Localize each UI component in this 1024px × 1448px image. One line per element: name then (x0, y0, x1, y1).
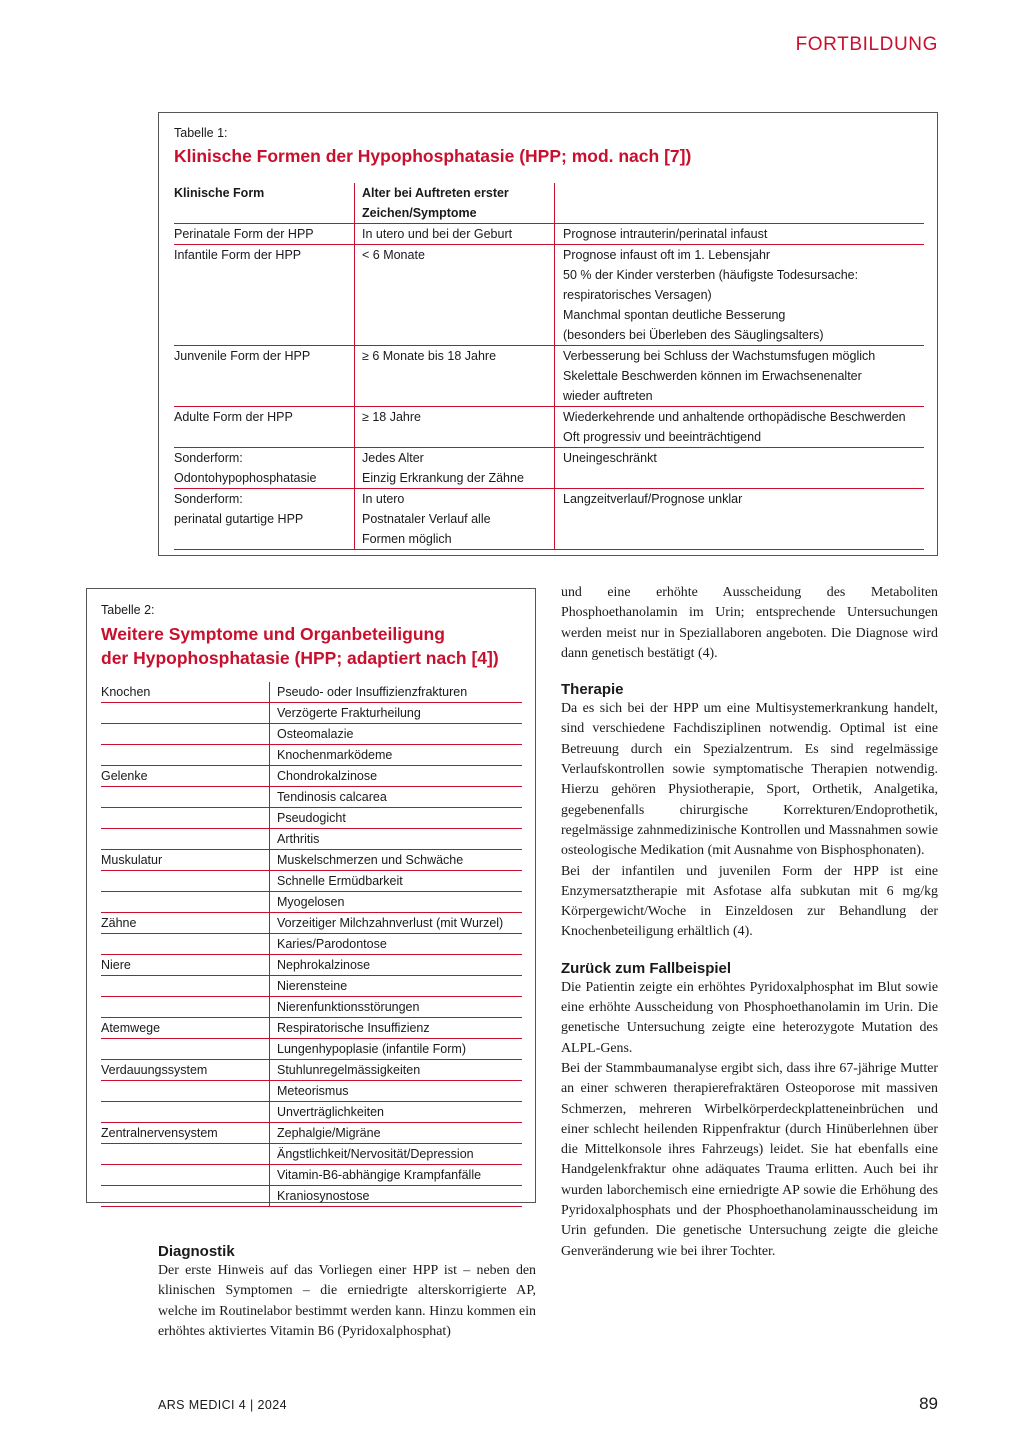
table-2-row (101, 682, 522, 703)
table-2-cell-symptom: Chondrokalzinose (270, 766, 523, 787)
table-2-label: Tabelle 2: (101, 603, 155, 617)
table-2-row (101, 913, 522, 934)
paragraph-therapie-2: Bei der infantilen und juvenilen Form der HPP ist eine Enzymersatztherapie mit Asfotase alfa subkutan mit 6 mg/kg Körpergewicht/Woche in Einzeldosen zur Behandlung der Knochenbeteiligung erhältlich (4). (561, 863, 938, 940)
table-1-row (174, 224, 924, 245)
table-1-cell-prognosis: Langzeitverlauf/Prognose unklar (555, 489, 925, 550)
table-2-row (101, 1144, 522, 1165)
table-1-cell-age: ≥ 6 Monate bis 18 Jahre (355, 346, 555, 407)
section-label: FORTBILDUNG (795, 34, 938, 55)
page-number: 89 (919, 1394, 938, 1413)
table-1-cell-prognosis: Prognose intrauterin/perinatal infaust (555, 224, 925, 245)
table-1-cell-form: Sonderform: Odontohypophosphatasie (174, 451, 317, 485)
table-2-cell-group (101, 787, 270, 808)
table-1-cell-prognosis: Verbesserung bei Schluss der Wachstumsfugen möglich Skelettale Beschwerden können im Erwachsenenalter wieder auftreten (555, 346, 925, 407)
table-2-row (101, 1018, 522, 1039)
table-2-cell-group: Zähne (101, 915, 137, 930)
table-1-cell-form: Junvenile Form der HPP (174, 349, 311, 363)
table-2-title-line-1: Weitere Symptome und Organbeteiligung (101, 624, 445, 644)
table-2-row (101, 871, 522, 892)
table-2-cell-symptom: Lungenhypoplasie (infantile Form) (270, 1039, 523, 1060)
table-2-row (101, 1081, 522, 1102)
table-2-cell-symptom: Myogelosen (270, 892, 523, 913)
table-2-cell-symptom: Nierenfunktionsstörungen (270, 997, 523, 1018)
table-2-cell-symptom: Ängstlichkeit/Nervosität/Depression (270, 1144, 523, 1165)
table-2-row (101, 955, 522, 976)
table-2-row (101, 1039, 522, 1060)
table-1-cell-age: < 6 Monate (355, 245, 555, 346)
footer-journal: ARS MEDICI 4 | 2024 (158, 1398, 287, 1412)
table-2-cell-group: Knochen (101, 684, 151, 699)
table-2-row (101, 1186, 522, 1207)
table-2-cell-symptom: Pseudo- oder Insuffizienzfrakturen (270, 682, 523, 703)
table-1-header-prognosis (555, 183, 925, 224)
table-2-row (101, 997, 522, 1018)
table-2-cell-symptom: Respiratorische Insuffizienz (270, 1018, 523, 1039)
table-2-box (86, 588, 536, 1203)
table-2-cell-group (101, 724, 270, 745)
paragraph-diagnostik: Der erste Hinweis auf das Vorliegen einer HPP ist – neben den klinischen Symptomen – die erniedrigte alterskorrigierte AP, welche im Routinelabor bestimmt werden kann. Hinzu kommen ein erhöhtes aktiviertes Vitamin B6 (Pyridoxalphosphat) (158, 1263, 536, 1339)
table-2-cell-group (101, 892, 270, 913)
table-2-cell-group: Muskulatur (101, 852, 163, 867)
table-2-cell-symptom: Schnelle Ermüdbarkeit (270, 871, 523, 892)
table-2-body (101, 682, 522, 1207)
table-2-cell-group (101, 1144, 270, 1165)
table-1-cell-prognosis: Wiederkehrende und anhaltende orthopädische Beschwerden Oft progressiv und beeinträchtigend (555, 407, 925, 448)
table-2-row (101, 976, 522, 997)
table-2-row (101, 850, 522, 871)
table-2-cell-group (101, 808, 270, 829)
table-1-title: Klinische Formen der Hypophosphatasie (HPP; mod. nach [7]) (174, 146, 692, 166)
table-1-row (174, 407, 924, 448)
table-2-cell-symptom: Nierensteine (270, 976, 523, 997)
table-2-title-line-2: der Hypophosphatasie (HPP; adaptiert nach [4]) (101, 648, 499, 668)
table-2-row (101, 1165, 522, 1186)
table-2-cell-symptom: Tendinosis calcarea (270, 787, 523, 808)
table-2-cell-group (101, 871, 270, 892)
table-2-cell-group (101, 1039, 270, 1060)
table-2-cell-group: Zentralnervensystem (101, 1125, 218, 1140)
table-2-cell-symptom: Knochenmarködeme (270, 745, 523, 766)
table-1-cell-form: Adulte Form der HPP (174, 410, 293, 424)
table-2-cell-group (101, 1081, 270, 1102)
table-2-cell-group (101, 1186, 270, 1207)
table-2-row (101, 829, 522, 850)
heading-fallbeispiel: Zurück zum Fallbeispiel (561, 959, 732, 977)
paragraph-fallbeispiel-2: Bei der Stammbaumanalyse ergibt sich, dass ihre 67-jährige Mutter an einer schweren therapierefraktären Osteoporose mit massiven Schmerzen, mehreren Wirbelkörperdeckplatteneinbrüchen und einer schlecht heilenden Rippenfraktur (durch Hinüberlehnen über die Mittelkonsole ihres Fahrzeugs) leidet. Sie hat ebenfalls eine Handgelenkfraktur ohne adäquates Trauma erlitten. Auch bei ihr wurden laborchemisch eine erniedrigte AP sowie die Erhöhung des Pyridoxalphosphats und der Phosphoethanolaminausscheidung im Urin gefunden. Die genetische Untersuchung zeigte die gleiche Genveränderung wie bei ihrer Tochter. (561, 1060, 938, 1259)
paragraph-intro: und eine erhöhte Ausscheidung des Metaboliten Phosphoethanolamin im Urin; entsprechende Untersuchungen werden meist nur in Speziallaboren angeboten. Die Diagnose wird dann genetisch bestätigt (4). (561, 585, 938, 661)
table-2-cell-symptom: Kraniosynostose (270, 1186, 523, 1207)
table-2-cell-group (101, 745, 270, 766)
table-2-cell-symptom: Vorzeitiger Milchzahnverlust (mit Wurzel) (270, 913, 523, 934)
table-1-header-row (174, 183, 924, 224)
table-1-row (174, 489, 924, 550)
table-2-row (101, 1102, 522, 1123)
table-2-row (101, 934, 522, 955)
table-1-row (174, 346, 924, 407)
table-2-cell-group (101, 1102, 270, 1123)
table-1-cell-age: In utero und bei der Geburt (355, 224, 555, 245)
table-2-row (101, 1123, 522, 1144)
table-2-cell-symptom: Arthritis (270, 829, 523, 850)
table-2-cell-symptom: Nephrokalzinose (270, 955, 523, 976)
table-2-cell-symptom: Verzögerte Frakturheilung (270, 703, 523, 724)
table-2-cell-group: Verdauungssystem (101, 1062, 208, 1077)
table-2-title (101, 622, 499, 670)
table-1-row (174, 245, 924, 346)
table-2-cell-group: Gelenke (101, 768, 148, 783)
paragraph-therapie-1: Da es sich bei der HPP um eine Multisystemerkrankung handelt, sind verschiedene Fachdisziplinen notwendig. Optimal ist eine Betreuung durch ein Spezialzentrum. Es sind regelmässige Verlaufskontrollen sowie symptomatische Therapien notwendig. Hierzu gehören Physiotherapie, Sport, Orthetik, Analgetika, gegebenenfalls chirurgische Korrekturen/Endoprothetik, regelmässige zahnmedizinische Kontrollen und Massnahmen sowie osteologische Medikation (mit Ausnahme von Bisphosphonaten). (561, 701, 938, 859)
table-2-cell-symptom: Vitamin-B6-abhängige Krampfanfälle (270, 1165, 523, 1186)
table-2-row (101, 703, 522, 724)
table-2-row (101, 1060, 522, 1081)
table-2-cell-group (101, 1165, 270, 1186)
table-2-row (101, 724, 522, 745)
table-1-label: Tabelle 1: (174, 126, 228, 140)
table-2-cell-symptom: Unverträglichkeiten (270, 1102, 523, 1123)
table-1-cell-prognosis: Uneingeschränkt (555, 448, 925, 489)
table-1-cell-age: ≥ 18 Jahre (355, 407, 555, 448)
table-1-box (158, 112, 938, 556)
left-column (158, 1243, 536, 1342)
table-1-header-age: Alter bei Auftreten erster Zeichen/Symptome (355, 183, 555, 224)
table-2-cell-group: Niere (101, 957, 131, 972)
table-2-row (101, 745, 522, 766)
paragraph-fallbeispiel-1: Die Patientin zeigte ein erhöhtes Pyridoxalphosphat im Blut sowie eine erhöhte Ausscheidung von Phosphoethanolamin im Urin. Die genetische Untersuchung zeigte eine heterozygote Mutation des ALPL-Gens. (561, 979, 938, 1056)
table-2-cell-group (101, 829, 270, 850)
table-2-row (101, 808, 522, 829)
heading-therapie: Therapie (561, 681, 624, 699)
table-2-cell-group: Atemwege (101, 1020, 161, 1035)
table-2-row (101, 787, 522, 808)
table-2-cell-symptom: Stuhlunregelmässigkeiten (270, 1060, 523, 1081)
table-2-cell-symptom: Meteorismus (270, 1081, 523, 1102)
table-2-cell-group (101, 976, 270, 997)
table-2-cell-symptom: Zephalgie/Migräne (270, 1123, 523, 1144)
table-2-cell-group (101, 703, 270, 724)
table-1-cell-form: Perinatale Form der HPP (174, 227, 314, 241)
table-2-row (101, 766, 522, 787)
table-2-row (101, 892, 522, 913)
table-1-cell-form: Sonderform: perinatal gutartige HPP (174, 492, 304, 526)
table-2-cell-symptom: Pseudogicht (270, 808, 523, 829)
table-1-cell-form: Infantile Form der HPP (174, 248, 302, 262)
table-1-row (174, 448, 924, 489)
table-2-cell-group (101, 934, 270, 955)
table-2 (101, 682, 522, 1207)
right-column (561, 583, 938, 1262)
table-1-cell-age: Jedes Alter Einzig Erkrankung der Zähne (355, 448, 555, 489)
table-2-cell-group (101, 997, 270, 1018)
table-1-cell-prognosis: Prognose infaust oft im 1. Lebensjahr 50 % der Kinder versterben (häufigste Todesursache: respiratorisches Versagen) Manchmal spontan deutliche Besserung (besonders bei Überleben des Säuglingsalters) (555, 245, 925, 346)
table-2-cell-symptom: Osteomalazie (270, 724, 523, 745)
table-1 (174, 183, 924, 550)
table-1-header-form: Klinische Form (174, 186, 265, 200)
table-1-body (174, 224, 924, 550)
table-2-cell-symptom: Muskelschmerzen und Schwäche (270, 850, 523, 871)
table-1-cell-age: In utero Postnataler Verlauf alle Formen möglich (355, 489, 555, 550)
heading-diagnostik: Diagnostik (158, 1243, 235, 1260)
table-2-cell-symptom: Karies/Parodontose (270, 934, 523, 955)
